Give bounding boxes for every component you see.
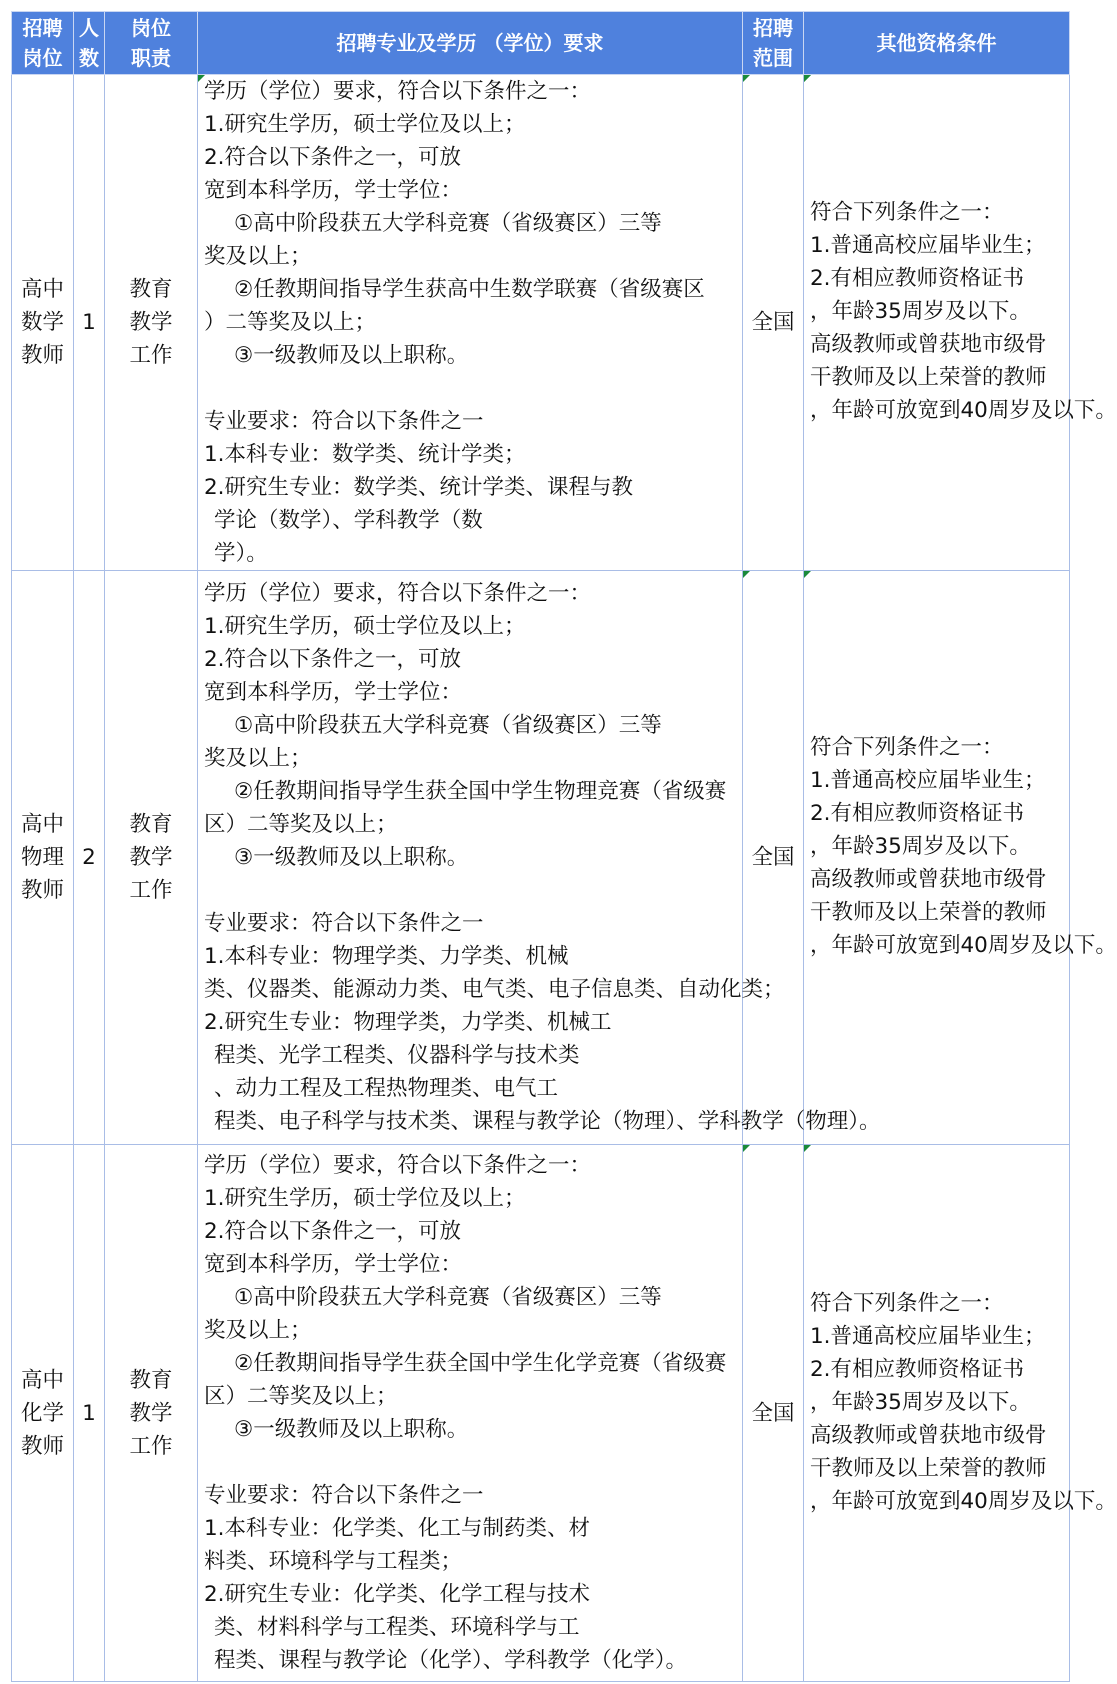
comment-marker-icon bbox=[804, 571, 811, 578]
education-line bbox=[204, 108, 738, 141]
text-line: 1.本科专业：化学类、化工与制药类、材 bbox=[204, 1516, 591, 1541]
education-line bbox=[204, 1182, 738, 1215]
text-line: 宽到本科学历，学士学位： bbox=[204, 178, 463, 203]
text-line: 干教师及以上荣誉的教师 bbox=[810, 900, 1047, 925]
major-line bbox=[204, 1006, 881, 1138]
text-line: 宽到本科学历，学士学位： bbox=[204, 1252, 463, 1277]
text-line: 2.有相应教师资格证书 bbox=[810, 801, 1025, 826]
other-line bbox=[810, 1320, 1065, 1353]
duty-cell bbox=[105, 571, 198, 1145]
text-line: 类、仪器类、能源动力类、电气类、电子信息类、自动化类； bbox=[204, 977, 785, 1002]
comment-marker-icon bbox=[743, 1145, 750, 1152]
other-block bbox=[810, 196, 1117, 427]
spacer bbox=[204, 372, 738, 405]
other-line bbox=[810, 1287, 1065, 1320]
comment-marker-icon bbox=[804, 1145, 811, 1152]
award-item bbox=[204, 1281, 738, 1347]
text-line: 专业要求：符合以下条件之一 bbox=[204, 911, 484, 936]
text-line: 高级教师或曾获地市级骨 bbox=[810, 1422, 1047, 1448]
text-line: 1.本科专业：物理学类、力学类、机械 bbox=[204, 944, 569, 969]
position-text: 高中 化学 教师 bbox=[20, 1367, 64, 1459]
text-line: 区）二等奖及以上； bbox=[204, 1384, 398, 1409]
other-line bbox=[810, 196, 1065, 229]
header-position bbox=[12, 12, 74, 75]
text-line: 1.普通高校应届毕业生； bbox=[810, 233, 1046, 258]
text-line: 1.研究生学历，硕士学位及以上； bbox=[204, 1186, 526, 1211]
other-cell bbox=[804, 1145, 1117, 1682]
position-text: 高中 物理 教师 bbox=[20, 812, 64, 903]
comment-marker-icon bbox=[743, 571, 750, 578]
other-cell bbox=[804, 75, 1117, 571]
header-row bbox=[12, 12, 1070, 75]
text-line: 专业要求：符合以下条件之一 bbox=[204, 409, 484, 434]
table-row bbox=[12, 1145, 1070, 1682]
text-line: 学历（学位）要求，符合以下条件之一： bbox=[204, 581, 592, 606]
education-line bbox=[204, 643, 738, 709]
text-line: ②任教期间指导学生获全国中学生化学竞赛（省级赛 bbox=[234, 1351, 727, 1376]
header-scope-text: 招聘 范围 bbox=[753, 16, 793, 70]
text-line: 2.符合以下条件之一，可放 bbox=[204, 647, 462, 672]
header-duty bbox=[105, 12, 198, 75]
other-cell bbox=[804, 571, 1117, 1145]
scope-text: 全国 bbox=[751, 1400, 795, 1426]
text-line: ，年龄可放宽到40周岁及以下。 bbox=[810, 398, 1117, 423]
text-line: ①高中阶段获五大学科竞赛（省级赛区）三等 bbox=[234, 1285, 662, 1310]
text-line: 2.符合以下条件之一，可放 bbox=[204, 1219, 462, 1244]
text-line: 专业要求：符合以下条件之一 bbox=[204, 1483, 484, 1508]
header-count bbox=[74, 12, 105, 75]
text-line: 干教师及以上荣誉的教师 bbox=[810, 365, 1047, 390]
text-line: ①高中阶段获五大学科竞赛（省级赛区）三等 bbox=[234, 713, 662, 738]
other-block bbox=[810, 1287, 1117, 1518]
text-line: 学论（数学）、学科教学（数 bbox=[214, 508, 483, 533]
education-line bbox=[204, 141, 738, 207]
header-requirements-text: 招聘专业及学历 （学位）要求 bbox=[336, 31, 604, 55]
scope-text: 全国 bbox=[751, 310, 795, 335]
award-item bbox=[204, 273, 738, 339]
duty-text: 教育 教学 工作 bbox=[129, 1367, 173, 1459]
major-line bbox=[204, 1512, 738, 1578]
position-text: 高中 数学 教师 bbox=[20, 277, 64, 368]
scope-cell bbox=[743, 571, 804, 1145]
duty-text: 教育 教学 工作 bbox=[129, 812, 173, 903]
award-item bbox=[204, 775, 738, 841]
spacer bbox=[204, 1446, 738, 1479]
scope-text: 全国 bbox=[751, 845, 795, 870]
text-line: 程类、课程与教学论（化学）、学科教学（化学）。 bbox=[214, 1648, 688, 1673]
text-line: ，年龄35周岁及以下。 bbox=[810, 1389, 1031, 1415]
count-cell bbox=[74, 571, 105, 1145]
text-line: 奖及以上； bbox=[204, 746, 312, 771]
text-line: ②任教期间指导学生获全国中学生物理竞赛（省级赛 bbox=[234, 779, 727, 804]
text-line: ③一级教师及以上职称。 bbox=[234, 1417, 469, 1442]
award-item bbox=[204, 339, 738, 372]
text-line: 宽到本科学历，学士学位： bbox=[204, 680, 463, 705]
education-line bbox=[204, 1215, 738, 1281]
text-line: 符合下列条件之一： bbox=[810, 735, 1004, 760]
position-cell bbox=[12, 1145, 74, 1682]
spacer bbox=[204, 874, 738, 907]
text-line: 高级教师或曾获地市级骨 bbox=[810, 332, 1047, 357]
count-text: 2 bbox=[82, 845, 96, 870]
count-cell bbox=[74, 75, 105, 571]
text-line: 干教师及以上荣誉的教师 bbox=[810, 1455, 1047, 1481]
text-line: 学历（学位）要求，符合以下条件之一： bbox=[204, 79, 592, 104]
text-line: ①高中阶段获五大学科竞赛（省级赛区）三等 bbox=[234, 211, 662, 236]
education-line bbox=[204, 75, 738, 108]
education-line bbox=[204, 577, 738, 610]
text-line: ，年龄可放宽到40周岁及以下。 bbox=[810, 1488, 1117, 1514]
text-line: ）二等奖及以上； bbox=[204, 310, 377, 335]
requirements-cell bbox=[198, 75, 743, 571]
requirements-cell bbox=[198, 571, 881, 1145]
text-line: 2.有相应教师资格证书 bbox=[810, 1356, 1025, 1382]
text-line: 符合下列条件之一： bbox=[810, 1290, 1004, 1316]
text-line: 、动力工程及工程热物理类、电气工 bbox=[214, 1076, 559, 1101]
award-item bbox=[204, 207, 738, 273]
comment-marker-icon bbox=[743, 75, 750, 82]
major-line bbox=[204, 405, 738, 438]
award-item bbox=[204, 841, 738, 874]
text-line: 2.有相应教师资格证书 bbox=[810, 266, 1025, 291]
education-line bbox=[204, 1149, 738, 1182]
text-line: 类、材料科学与工程类、环境科学与工 bbox=[214, 1615, 580, 1640]
text-line: ，年龄可放宽到40周岁及以下。 bbox=[810, 933, 1117, 958]
count-cell bbox=[74, 1145, 105, 1682]
text-line: 学）。 bbox=[214, 541, 268, 566]
text-line: 符合下列条件之一： bbox=[810, 200, 1004, 225]
scope-cell bbox=[743, 75, 804, 571]
award-item bbox=[204, 1347, 738, 1413]
award-item bbox=[204, 1413, 738, 1446]
duty-text: 教育 教学 工作 bbox=[129, 277, 173, 368]
other-line bbox=[810, 731, 1065, 764]
text-line: ，年龄35周岁及以下。 bbox=[810, 834, 1031, 859]
header-scope bbox=[743, 12, 804, 75]
text-line: ，年龄35周岁及以下。 bbox=[810, 299, 1031, 324]
award-item bbox=[204, 709, 738, 775]
header-other bbox=[804, 12, 1070, 75]
text-line: 区）二等奖及以上； bbox=[204, 812, 398, 837]
text-line: 奖及以上； bbox=[204, 244, 312, 269]
other-line bbox=[810, 797, 1117, 962]
text-line: 1.研究生学历，硕士学位及以上； bbox=[204, 614, 526, 639]
requirements-cell bbox=[198, 1145, 743, 1682]
text-line: 程类、电子科学与技术类、课程与教学论（物理）、学科教学（物理）。 bbox=[214, 1109, 881, 1134]
text-line: ②任教期间指导学生获高中生数学联赛（省级赛区 bbox=[234, 277, 705, 302]
education-line bbox=[204, 610, 738, 643]
text-line: 2.研究生专业：物理学类，力学类、机械工 bbox=[204, 1010, 612, 1035]
text-line: 2.符合以下条件之一，可放 bbox=[204, 145, 462, 170]
duty-cell bbox=[105, 1145, 198, 1682]
text-line: 2.研究生专业：化学类、化学工程与技术 bbox=[204, 1582, 591, 1607]
major-line bbox=[204, 471, 738, 570]
recruitment-table bbox=[11, 11, 1117, 1682]
table-row bbox=[12, 75, 1070, 571]
text-line: 学历（学位）要求，符合以下条件之一： bbox=[204, 1153, 592, 1178]
position-cell bbox=[12, 75, 74, 571]
text-line: 高级教师或曾获地市级骨 bbox=[810, 867, 1047, 892]
position-cell bbox=[12, 571, 74, 1145]
text-line: 1.普通高校应届毕业生； bbox=[810, 1323, 1046, 1349]
text-line: ③一级教师及以上职称。 bbox=[234, 343, 469, 368]
scope-cell bbox=[743, 1145, 804, 1682]
requirements-block bbox=[204, 75, 738, 570]
text-line: 奖及以上； bbox=[204, 1318, 312, 1343]
text-line: ③一级教师及以上职称。 bbox=[234, 845, 469, 870]
requirements-block bbox=[204, 1149, 738, 1677]
major-line bbox=[204, 907, 738, 940]
header-position-text: 招聘 岗位 bbox=[22, 16, 63, 70]
other-line bbox=[810, 262, 1117, 427]
other-line bbox=[810, 764, 1065, 797]
header-other-text: 其他资格条件 bbox=[876, 31, 997, 55]
major-line bbox=[204, 1578, 738, 1677]
table-row bbox=[12, 571, 1070, 1145]
other-block bbox=[810, 731, 1117, 962]
requirements-block bbox=[204, 577, 881, 1138]
header-requirements bbox=[198, 12, 743, 75]
text-line: 程类、光学工程类、仪器科学与技术类 bbox=[214, 1043, 580, 1068]
major-line bbox=[204, 940, 785, 1006]
header-duty-text: 岗位 职责 bbox=[131, 16, 171, 70]
text-line: 1.本科专业：数学类、统计学类； bbox=[204, 442, 526, 467]
count-text: 1 bbox=[82, 1400, 96, 1426]
text-line: 1.普通高校应届毕业生； bbox=[810, 768, 1046, 793]
text-line: 料类、环境科学与工程类； bbox=[204, 1549, 463, 1574]
major-line bbox=[204, 1479, 738, 1512]
other-line bbox=[810, 1353, 1117, 1518]
header-count-text: 人 数 bbox=[79, 16, 99, 70]
comment-marker-icon bbox=[804, 75, 811, 82]
major-line bbox=[204, 438, 738, 471]
text-line: 1.研究生学历，硕士学位及以上； bbox=[204, 112, 526, 137]
text-line: 2.研究生专业：数学类、统计学类、课程与教 bbox=[204, 475, 634, 500]
count-text: 1 bbox=[82, 310, 96, 335]
duty-cell bbox=[105, 75, 198, 571]
other-line bbox=[810, 229, 1065, 262]
